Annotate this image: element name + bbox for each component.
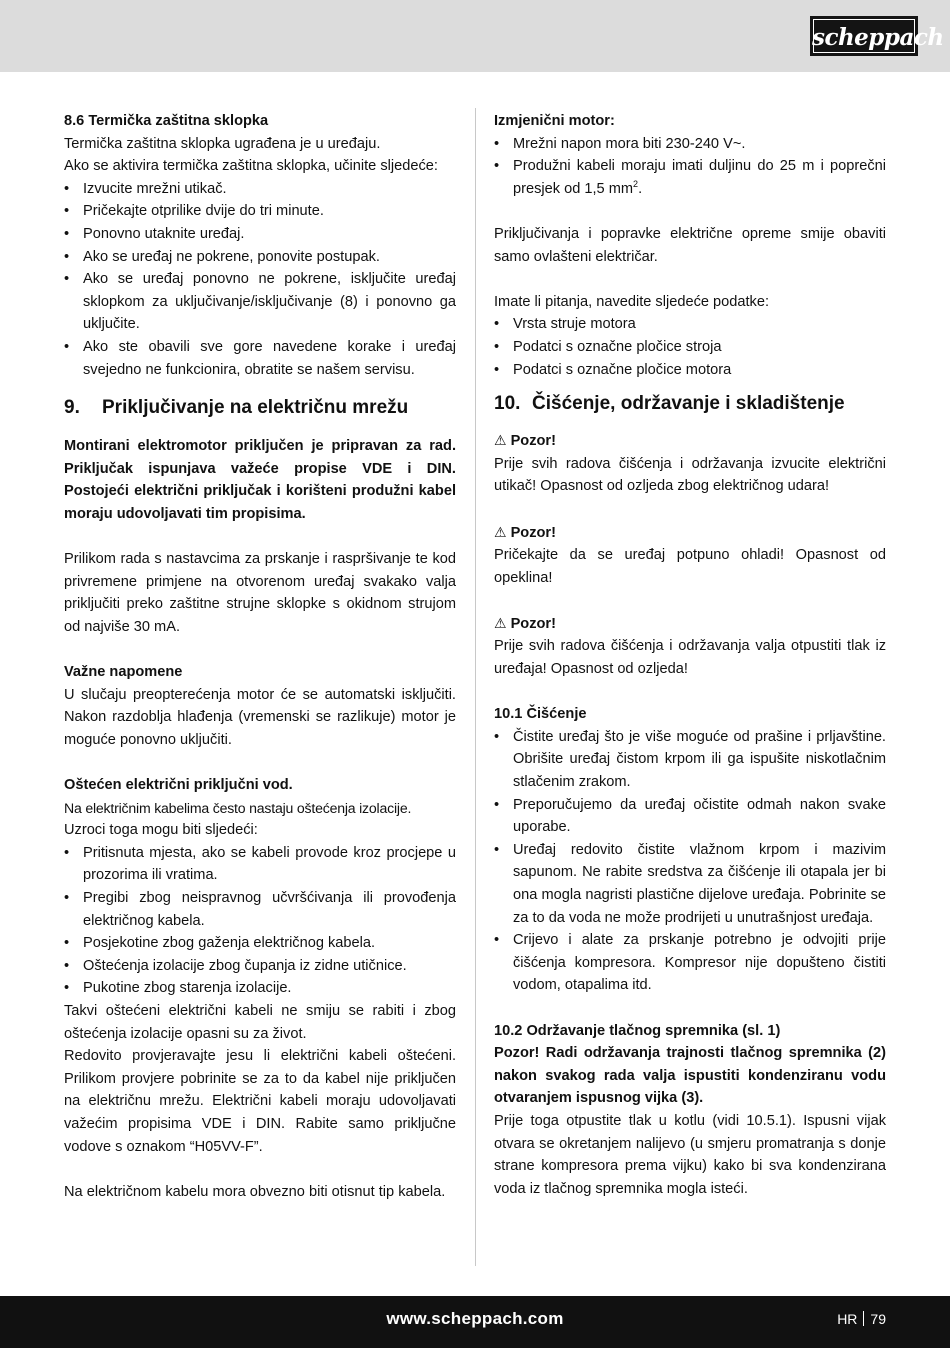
section-8-6-title: 8.6 Termička zaštitna sklopka	[64, 113, 269, 129]
electrician-note: Priključivanja i popravke električne opreme smije obaviti samo ovlašteni električar.	[494, 225, 886, 265]
section-9-paragraph: Prilikom rada s nastavcima za prskanje i raspršivanje te kod privremene primjene na otvorenom uređaj svakako valja priključiti preko zaštitne strujne sklopke s okidnom strujom od najviše 30 mA.	[64, 551, 456, 635]
section-8-6-intro: Termička zaštitna sklopka ugrađena je u uređaju.	[64, 135, 381, 152]
damaged-cable-p5: Na električnom kabelu mora obvezno biti otisnut tip kabela.	[64, 1183, 446, 1200]
right-column	[494, 110, 886, 1200]
warning-triangle-icon: ⚠	[494, 432, 507, 449]
scheppach-logo: scheppach	[810, 16, 918, 56]
website-link[interactable]: www.scheppach.com	[386, 1309, 564, 1328]
section-8-6-list	[64, 178, 456, 381]
left-column	[64, 110, 456, 1203]
list-item: • Ako ste obavili sve gore navedene korake i uređaj svejedno ne funkcionira, obratite se našem servisu.	[64, 336, 456, 381]
list-item: • Ponovno utaknite uređaj.	[64, 223, 456, 246]
list-item: • Podatci s označne pločice stroja	[494, 336, 886, 359]
list-item: • Izvucite mrežni utikač.	[64, 178, 456, 201]
warning-label: ⚠ Pozor!	[494, 432, 556, 450]
section-10-2-paragraph: Prije toga otpustite tlak u kotlu (vidi 10.5.1). Ispusni vijak otvara se okretanjem nalijevo (u smjeru promatranja s donje strane kompresora prema vijku) kako bi sva kondenzirana voda iz tlačnog spremnika mogla isteći.	[494, 1112, 886, 1197]
section-10-1-title: 10.1 Čišćenje	[494, 706, 587, 723]
language-code: HR	[837, 1311, 858, 1327]
list-item: • Uređaj redovito čistite vlažnom krpom i mazivim sapunom. Ne rabite sredstva za čišćenje ili otapala jer bi ona mogla nagristi plastične dijelove uređaja. Pobrinite se za to da voda ne može prodrijeti u unutrašnjost uređaja.	[494, 839, 886, 929]
damaged-cable-title: Oštećen električni priključni vod.	[64, 777, 293, 794]
column-divider	[475, 108, 476, 1266]
warning-triangle-icon: ⚠	[494, 614, 507, 631]
questions-list	[494, 313, 886, 381]
warning-text-1: Prije svih radova čišćenja i održavanja izvucite električni utikač! Opasnost od ozljeda zbog električnog udara!	[494, 455, 886, 495]
important-notes-title: Važne napomene	[64, 664, 183, 681]
section-10-title: Čišćenje, održavanje i skladištenje	[532, 393, 845, 415]
list-item: • Pukotine zbog starenja izolacije.	[64, 977, 456, 1000]
list-item: • Čistite uređaj što je više moguće od prašine i prljavštine. Obrišite uređaj čistom krpom ili ga ispušite niskotlačnim stlačenim zrakom.	[494, 726, 886, 794]
damaged-cable-p3: Takvi oštećeni električni kabeli ne smiju se rabiti i zbog oštećenja izolacije opasni su za život.	[64, 1002, 456, 1042]
warning-label: ⚠ Pozor!	[494, 523, 556, 541]
list-item: • Pritisnuta mjesta, ako se kabeli provode kroz procjepe u prozorima ili vratima.	[64, 842, 456, 887]
page-number-value: 79	[870, 1311, 886, 1327]
list-item: • Oštećenja izolacije zbog čupanja iz zidne utičnice.	[64, 955, 456, 978]
section-10-heading	[494, 391, 886, 417]
cleaning-list	[494, 726, 886, 997]
list-item: • Mrežni napon mora biti 230-240 V~.	[494, 133, 886, 156]
warning-text-3: Prije svih radova čišćenja i održavanja valja otpustiti tlak iz uređaja! Opasnost od ozljeda!	[494, 638, 886, 678]
damaged-cable-list	[64, 842, 456, 1000]
section-9-number: 9.	[64, 397, 80, 419]
damaged-cable-p4: Redovito provjeravajte jesu li električni kabeli oštećeni. Prilikom provjere pobrinite se za to da kabel nije priključen na električnu mrežu. Električni kabeli moraju udovoljavati važećim propisima VDE i DIN. Rabite samo priključne vodove s oznakom “H05VV-F”.	[64, 1048, 456, 1155]
warning-triangle-icon: ⚠	[494, 523, 507, 540]
list-item: • Podatci s označne pločice motora	[494, 359, 886, 382]
list-item: • Ako se uređaj ne pokrene, ponovite postupak.	[64, 246, 456, 269]
motor-list	[494, 133, 886, 201]
page-footer	[0, 1296, 950, 1348]
warning-text-2: Pričekajte da se uređaj potpuno ohladi! Opasnost od opeklina!	[494, 547, 886, 586]
damaged-cable-p1: Na električnim kabelima često nastaju oštećenja izolacije.	[64, 799, 412, 816]
page-number	[837, 1296, 886, 1342]
motor-title: Izmjenični motor:	[494, 113, 615, 129]
section-10-2-bold-paragraph: Pozor! Radi održavanja trajnosti tlačnog spremnika (2) nakon svakog rada valja ispustiti kondenziranu vodu otvaranjem ispusnog vijka (3).	[494, 1045, 886, 1107]
section-10-2-title: 10.2 Održavanje tlačnog spremnika (sl. 1)	[494, 1022, 781, 1039]
list-item: • Vrsta struje motora	[494, 313, 886, 336]
section-9-heading	[64, 395, 456, 421]
section-10-number: 10.	[494, 393, 521, 415]
list-item: • Produžni kabeli moraju imati duljinu do 25 m i poprečni presjek od 1,5 $mm^2$.	[494, 155, 886, 200]
important-notes-text: U slučaju preopterećenja motor će se automatski isključiti. Nakon razdoblja hlađenja (vremenski se razlikuje) motor je moguće ponovno uključiti.	[64, 686, 456, 748]
list-item: • Posjekotine zbog gaženja električnog kabela.	[64, 932, 456, 955]
list-item: • Ako se uređaj ponovno ne pokrene, isključite uređaj sklopkom za uključivanje/isključivanje (8) i ponovno ga uključite.	[64, 268, 456, 336]
section-9-title: Priključivanje na električnu mrežu	[102, 397, 409, 419]
list-item: • Pričekajte otprilike dvije do tri minute.	[64, 200, 456, 223]
list-item: • Preporučujemo da uređaj očistite odmah nakon svake uporabe.	[494, 794, 886, 839]
page-header	[0, 0, 950, 72]
list-item: • Crijevo i alate za prskanje potrebno je odvojiti prije čišćenja kompresora. Kompresor nije dopušteno čistiti vodom, otapalima itd.	[494, 929, 886, 997]
section-8-6-instruction: Ako se aktivira termička zaštitna sklopka, učinite sljedeće:	[64, 158, 438, 175]
warning-label: ⚠ Pozor!	[494, 614, 556, 632]
questions-intro: Imate li pitanja, navedite sljedeće podatke:	[494, 293, 770, 310]
damaged-cable-p2: Uzroci toga mogu biti sljedeći:	[64, 822, 258, 839]
list-item: • Pregibi zbog neispravnog učvršćivanja ili provođenja električnog kabela.	[64, 887, 456, 932]
section-9-bold-paragraph: Montirani elektromotor priključen je pripravan za rad. Priključak ispunjava važeće propise VDE i DIN. Postojeći električni priključak i korišteni produžni kabel moraju udovoljavati tim propisima.	[64, 438, 456, 522]
